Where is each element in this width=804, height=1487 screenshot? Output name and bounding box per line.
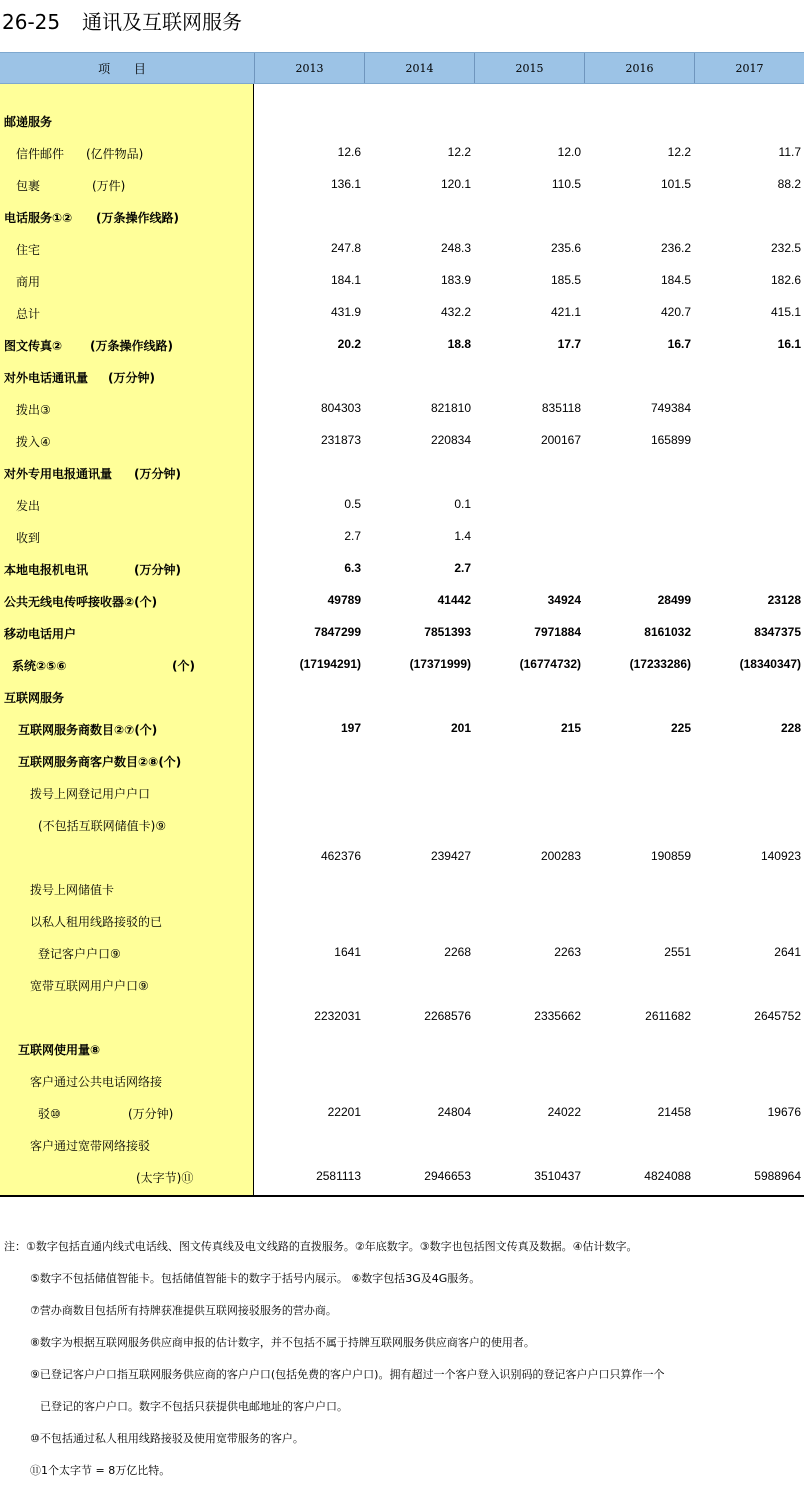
table-row — [0, 1064, 804, 1096]
row-label — [0, 232, 253, 264]
value-cell: 421.1 — [550, 305, 581, 319]
value-cell: 462376 — [320, 849, 361, 863]
row-label — [0, 392, 253, 424]
row-unit-text: (亿件物品) — [86, 147, 144, 161]
row-label-text: 发出 — [16, 499, 41, 513]
table-row — [0, 584, 804, 616]
footnote-line: ⑦营办商数目包括所有持牌获准提供互联网接驳服务的营办商。 — [30, 1304, 337, 1317]
value-cell: 228 — [780, 721, 801, 735]
value-cell: 2232031 — [314, 1009, 361, 1023]
row-label-text: 互联网服务 — [4, 691, 65, 705]
row-label-text: (不包括互联网储值卡)⑨ — [38, 819, 167, 833]
value-cell: 101.5 — [660, 177, 691, 191]
row-unit-text: (万条操作线路) — [96, 211, 179, 225]
table-row — [0, 1032, 804, 1064]
row-label — [0, 296, 253, 328]
row-label — [0, 936, 253, 968]
value-cell: 12.6 — [337, 145, 361, 159]
row-label — [0, 648, 253, 680]
value-cell: 1641 — [334, 945, 361, 959]
footnote-line: ⑪1个太字节 = 8万亿比特。 — [30, 1464, 171, 1477]
row-label-text: 拨号上网储值卡 — [30, 883, 115, 897]
value-cell: 415.1 — [770, 305, 801, 319]
table-row — [0, 424, 804, 456]
row-unit-text: (万条操作线路) — [90, 339, 173, 353]
value-cell: 2645752 — [754, 1009, 801, 1023]
row-unit-text: (个) — [172, 659, 195, 673]
row-label-text: 移动电话用户 — [4, 627, 77, 641]
row-label-text: 公共无线电传呼接收器②(个) — [4, 595, 158, 609]
row-label — [0, 872, 253, 904]
header-year: 2013 — [254, 53, 364, 83]
table-row — [0, 456, 804, 488]
row-label-text: 收到 — [16, 531, 41, 545]
row-label-text: (太字节)⑪ — [136, 1171, 194, 1185]
value-cell: 2335662 — [534, 1009, 581, 1023]
value-cell: 0.5 — [344, 497, 361, 511]
table-number: 26-25 — [2, 10, 61, 34]
value-cell: 235.6 — [550, 241, 581, 255]
row-label-text: 住宅 — [16, 243, 41, 257]
row-label-text: 以私人租用线路接驳的已 — [30, 915, 163, 929]
value-cell: 4824088 — [644, 1169, 691, 1183]
table-row — [0, 200, 804, 232]
value-cell: 17.7 — [557, 337, 581, 351]
value-cell: (16774732) — [519, 657, 581, 671]
row-label-text: 对外专用电报通讯量 — [4, 467, 113, 481]
row-unit-text: (万分钟) — [108, 371, 155, 385]
value-cell: 183.9 — [440, 273, 471, 287]
value-cell: 41442 — [437, 593, 471, 607]
value-cell: 215 — [560, 721, 581, 735]
row-label — [0, 808, 253, 840]
row-unit-text: (万分钟) — [134, 467, 181, 481]
row-label-text: 本地电报机电讯 — [4, 563, 89, 577]
footnote-line: ⑤数字不包括储值智能卡。包括储值智能卡的数字于括号内展示。 ⑥数字包括3G及4G服务。 — [30, 1272, 481, 1285]
footnote-line: 注：①数字包括直通内线式电话线、图文传真线及电文线路的直拨服务。②年底数字。③数字也包括图文传真及数据。④估计数字。 — [4, 1240, 638, 1253]
row-label-text: 系统②⑤⑥ — [12, 659, 67, 673]
row-label-text: 商用 — [16, 275, 41, 289]
header-year: 2015 — [474, 53, 584, 83]
table-row — [0, 264, 804, 296]
value-cell: 24804 — [437, 1105, 471, 1119]
value-cell: 232.5 — [770, 241, 801, 255]
row-label — [0, 168, 253, 200]
value-cell: 185.5 — [550, 273, 581, 287]
table-row — [0, 168, 804, 200]
table-row — [0, 1096, 804, 1128]
table-row — [0, 360, 804, 392]
row-label — [0, 424, 253, 456]
value-cell: 0.1 — [454, 497, 471, 511]
table-row — [0, 872, 804, 904]
table-row — [0, 744, 804, 776]
value-cell: 23128 — [767, 593, 801, 607]
row-label — [0, 1032, 253, 1064]
table-row — [0, 1000, 804, 1032]
table-row — [0, 232, 804, 264]
value-cell: 6.3 — [344, 561, 361, 575]
table-row — [0, 680, 804, 712]
value-cell: 16.7 — [667, 337, 691, 351]
value-cell: (18340347) — [739, 657, 801, 671]
value-cell: 236.2 — [660, 241, 691, 255]
table-row — [0, 392, 804, 424]
value-cell: 34924 — [547, 593, 581, 607]
value-cell: (17371999) — [409, 657, 471, 671]
row-label — [0, 1000, 253, 1032]
table-row — [0, 840, 804, 872]
value-cell: 24022 — [547, 1105, 581, 1119]
value-cell: 248.3 — [440, 241, 471, 255]
value-cell: 136.1 — [330, 177, 361, 191]
row-label-text: 互联网使用量⑧ — [18, 1043, 101, 1057]
value-cell: 2611682 — [645, 1009, 691, 1023]
value-cell: 49789 — [327, 593, 361, 607]
row-label — [0, 456, 253, 488]
row-label — [0, 1064, 253, 1096]
row-label — [0, 744, 253, 776]
table-row — [0, 968, 804, 1000]
table-row — [0, 136, 804, 168]
row-label — [0, 360, 253, 392]
value-cell: 3510437 — [534, 1169, 581, 1183]
value-cell: 2.7 — [454, 561, 471, 575]
row-label-text: 包裹 — [16, 179, 41, 193]
table-row — [0, 328, 804, 360]
table-row — [0, 1160, 804, 1192]
row-label-text: 驳⑩ — [38, 1107, 61, 1121]
value-cell: 182.6 — [770, 273, 801, 287]
value-cell: 201 — [450, 721, 471, 735]
value-cell: 7851393 — [424, 625, 471, 639]
value-cell: 2.7 — [344, 529, 361, 543]
row-label-text: 登记客户户口⑨ — [38, 947, 121, 961]
value-cell: 12.2 — [667, 145, 691, 159]
table-row — [0, 712, 804, 744]
row-label — [0, 328, 253, 360]
value-cell: 2641 — [774, 945, 801, 959]
row-label — [0, 840, 253, 872]
row-label — [0, 520, 253, 552]
value-cell: 110.5 — [551, 177, 581, 191]
value-cell: 432.2 — [440, 305, 471, 319]
footnote-line: ⑨已登记客户户口指互联网服务供应商的客户户口(包括免费的客户户口)。拥有超过一个客户登入识别码的登记客户户口只算作一个 — [30, 1368, 665, 1381]
row-label — [0, 1128, 253, 1160]
value-cell: 20.2 — [337, 337, 361, 351]
row-label-text: 客户通过公共电话网络接 — [30, 1075, 163, 1089]
row-label — [0, 680, 253, 712]
row-label — [0, 552, 253, 584]
footnote-line: ⑧数字为根据互联网服务供应商申报的估计数字，并不包括不属于持牌互联网服务供应商客户的使用者。 — [30, 1336, 535, 1349]
value-cell: 16.1 — [777, 337, 801, 351]
header-year: 2017 — [694, 53, 804, 83]
value-cell: 239427 — [430, 849, 471, 863]
table-row — [0, 520, 804, 552]
table-row — [0, 776, 804, 808]
value-cell: 184.5 — [660, 273, 691, 287]
row-label-text: 拨入④ — [16, 435, 51, 449]
table-header — [0, 52, 804, 84]
row-label-text: 图文传真② — [4, 339, 63, 353]
value-cell: 7847299 — [314, 625, 361, 639]
row-label — [0, 104, 253, 136]
value-cell: 420.7 — [660, 305, 691, 319]
row-label-text: 拨出③ — [16, 403, 51, 417]
row-unit-text: (万分钟) — [134, 563, 181, 577]
value-cell: 22201 — [327, 1105, 361, 1119]
value-cell: 2268 — [444, 945, 471, 959]
row-label — [0, 200, 253, 232]
value-cell: 220834 — [430, 433, 471, 447]
table-row — [0, 808, 804, 840]
row-label-text: 宽带互联网用户户口⑨ — [30, 979, 149, 993]
value-cell: 18.8 — [447, 337, 471, 351]
value-cell: (17194291) — [299, 657, 361, 671]
footnote-line: 已登记的客户户口。数字不包括只获提供电邮地址的客户户口。 — [40, 1400, 348, 1413]
value-cell: 21458 — [657, 1105, 691, 1119]
row-label-text: 互联网服务商客户数目②⑧(个) — [18, 755, 182, 769]
row-unit-text: (万件) — [92, 179, 126, 193]
table-title: 通讯及互联网服务 — [82, 10, 242, 34]
row-label — [0, 904, 253, 936]
value-cell: 1.4 — [454, 529, 471, 543]
value-cell: 2268576 — [424, 1009, 471, 1023]
data-table — [0, 52, 804, 1197]
row-label-text: 总计 — [16, 307, 41, 321]
value-cell: 28499 — [657, 593, 691, 607]
row-label — [0, 584, 253, 616]
table-row — [0, 936, 804, 968]
table-row — [0, 296, 804, 328]
value-cell: 190859 — [650, 849, 691, 863]
value-cell: 7971884 — [534, 625, 581, 639]
row-label — [0, 968, 253, 1000]
value-cell: 804303 — [320, 401, 361, 415]
value-cell: 749384 — [650, 401, 691, 415]
table-row — [0, 552, 804, 584]
value-cell: 2263 — [554, 945, 581, 959]
value-cell: 231873 — [320, 433, 361, 447]
row-label-text: 信件邮件 — [16, 147, 65, 161]
table-row — [0, 1128, 804, 1160]
value-cell: 835118 — [541, 401, 581, 415]
row-label-text: 客户通过宽带网络接驳 — [30, 1139, 151, 1153]
row-label — [0, 712, 253, 744]
header-year: 2014 — [364, 53, 474, 83]
row-unit-text: (万分钟) — [128, 1107, 174, 1121]
value-cell: 225 — [670, 721, 691, 735]
table-row — [0, 488, 804, 520]
row-label — [0, 1160, 253, 1192]
row-label-text: 互联网服务商数目②⑦(个) — [18, 723, 158, 737]
header-year: 2016 — [584, 53, 694, 83]
value-cell: 200167 — [540, 433, 581, 447]
value-cell: 821810 — [430, 401, 471, 415]
value-cell: 200283 — [540, 849, 581, 863]
row-label-text: 对外电话通讯量 — [4, 371, 89, 385]
value-cell: 2551 — [664, 945, 691, 959]
row-label — [0, 616, 253, 648]
value-cell: 8161032 — [644, 625, 691, 639]
value-cell: 12.2 — [447, 145, 471, 159]
value-cell: 5988964 — [754, 1169, 801, 1183]
value-cell: 247.8 — [330, 241, 361, 255]
value-cell: 197 — [340, 721, 361, 735]
value-cell: 12.0 — [557, 145, 581, 159]
row-label — [0, 776, 253, 808]
row-label — [0, 264, 253, 296]
row-label-text: 电话服务①② — [4, 211, 73, 225]
header-item: 项 目 — [98, 61, 156, 76]
value-cell: 165899 — [650, 433, 691, 447]
row-label — [0, 488, 253, 520]
value-cell: 2946653 — [424, 1169, 471, 1183]
value-cell: 431.9 — [330, 305, 361, 319]
row-label-text: 拨号上网登记用户户口 — [30, 787, 151, 801]
table-row — [0, 616, 804, 648]
row-label — [0, 1096, 253, 1128]
table-body — [0, 84, 804, 1197]
row-label-text: 邮递服务 — [4, 115, 53, 129]
table-row — [0, 648, 804, 680]
value-cell: (17233286) — [629, 657, 691, 671]
table-row — [0, 104, 804, 136]
table-row — [0, 904, 804, 936]
value-cell: 2581113 — [316, 1169, 361, 1183]
row-label — [0, 136, 253, 168]
page-title — [2, 6, 242, 35]
value-cell: 19676 — [767, 1105, 801, 1119]
value-cell: 88.2 — [777, 177, 801, 191]
value-cell: 184.1 — [330, 273, 361, 287]
value-cell: 8347375 — [754, 625, 801, 639]
value-cell: 120.1 — [440, 177, 471, 191]
value-cell: 11.7 — [778, 145, 801, 159]
footnote-line: ⑩不包括通过私人租用线路接驳及使用宽带服务的客户。 — [30, 1432, 304, 1445]
value-cell: 140923 — [760, 849, 801, 863]
